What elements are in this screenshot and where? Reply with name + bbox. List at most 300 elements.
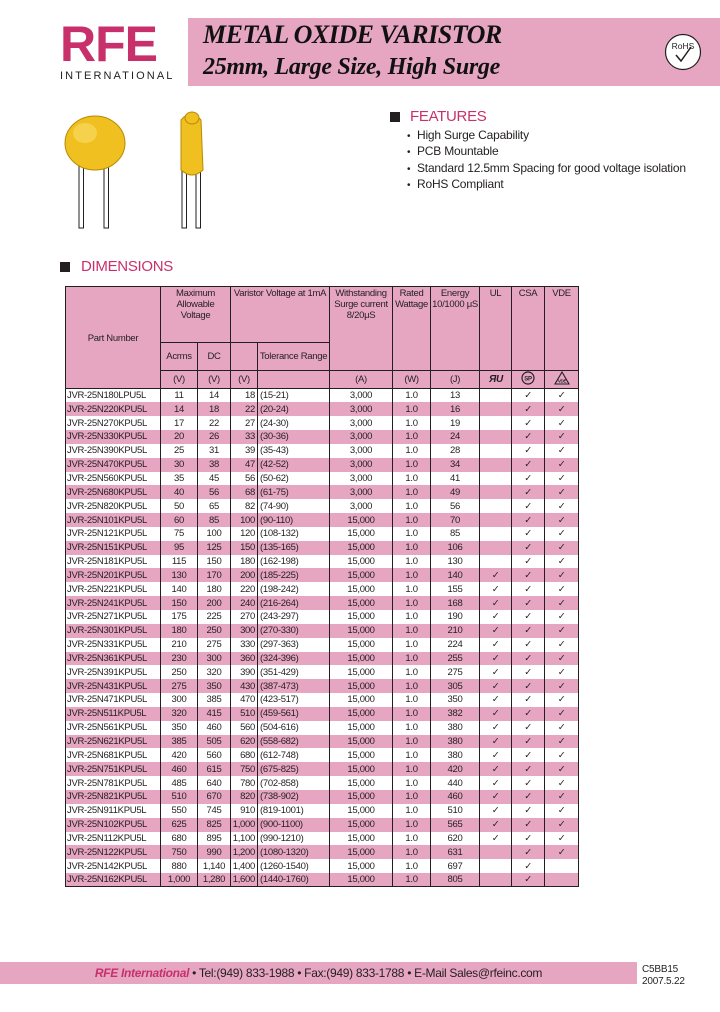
cell-tolerance: (1080-1320) (258, 845, 330, 859)
ul-logo-icon (480, 371, 512, 389)
table-row (66, 444, 579, 458)
cell-wattage: 1.0 (393, 389, 431, 403)
cell-vrms: 385 (161, 735, 198, 749)
cell-wattage: 1.0 (393, 652, 431, 666)
cell-tolerance: (297-363) (258, 638, 330, 652)
cell-ul-mark (480, 389, 512, 403)
feature-item: • PCB Mountable (407, 144, 686, 160)
table-row (66, 707, 579, 721)
cell-part-number: JVR-25N122KPU5L (66, 845, 161, 859)
cell-csa-mark: ✓ (512, 389, 545, 403)
cell-varistor-voltage: 200 (231, 568, 258, 582)
cell-vrms: 750 (161, 845, 198, 859)
table-row (66, 624, 579, 638)
cell-part-number: JVR-25N470KPU5L (66, 458, 161, 472)
cell-tolerance: (135-165) (258, 541, 330, 555)
cell-energy: 140 (431, 568, 480, 582)
cell-vrms: 40 (161, 485, 198, 499)
cell-vrms: 140 (161, 582, 198, 596)
table-row (66, 735, 579, 749)
cell-part-number: JVR-25N561KPU5L (66, 721, 161, 735)
cell-wattage: 1.0 (393, 513, 431, 527)
cell-wattage: 1.0 (393, 707, 431, 721)
dimensions-table-body (66, 389, 579, 887)
cell-vde-mark (545, 859, 579, 873)
cell-varistor-voltage: 68 (231, 485, 258, 499)
cell-vde-mark: ✓ (545, 845, 579, 859)
features-list (407, 128, 686, 193)
dimensions-table (65, 286, 579, 887)
cell-vdc: 1,140 (198, 859, 231, 873)
cell-vdc: 275 (198, 638, 231, 652)
table-row (66, 776, 579, 790)
cell-surge-current: 15,000 (330, 596, 393, 610)
cell-vde-mark: ✓ (545, 430, 579, 444)
cell-energy: 275 (431, 665, 480, 679)
cell-part-number: JVR-25N220KPU5L (66, 402, 161, 416)
cell-wattage: 1.0 (393, 762, 431, 776)
cell-csa-mark: ✓ (512, 748, 545, 762)
cell-vdc: 560 (198, 748, 231, 762)
cell-surge-current: 15,000 (330, 665, 393, 679)
cell-surge-current: 15,000 (330, 762, 393, 776)
cell-part-number: JVR-25N391KPU5L (66, 665, 161, 679)
cell-varistor-voltage: 910 (231, 804, 258, 818)
cell-tolerance: (108-132) (258, 527, 330, 541)
cell-vrms: 485 (161, 776, 198, 790)
cell-vrms: 680 (161, 832, 198, 846)
cell-wattage: 1.0 (393, 748, 431, 762)
header-ul: UL (480, 287, 512, 371)
cell-surge-current: 3,000 (330, 485, 393, 499)
cell-csa-mark: ✓ (512, 444, 545, 458)
cell-part-number: JVR-25N270KPU5L (66, 416, 161, 430)
cell-energy: 106 (431, 541, 480, 555)
cell-tolerance: (30-36) (258, 430, 330, 444)
cell-energy: 510 (431, 804, 480, 818)
cell-wattage: 1.0 (393, 610, 431, 624)
cell-ul-mark (480, 541, 512, 555)
cell-part-number: JVR-25N271KPU5L (66, 610, 161, 624)
cell-vdc: 14 (198, 389, 231, 403)
header-unit-wattage: (W) (393, 371, 431, 389)
cell-vde-mark: ✓ (545, 638, 579, 652)
table-row (66, 873, 579, 887)
cell-ul-mark: ✓ (480, 735, 512, 749)
cell-vde-mark: ✓ (545, 748, 579, 762)
table-row (66, 832, 579, 846)
cell-csa-mark: ✓ (512, 776, 545, 790)
cell-part-number: JVR-25N330KPU5L (66, 430, 161, 444)
cell-vrms: 75 (161, 527, 198, 541)
cell-csa-mark: ✓ (512, 818, 545, 832)
cell-surge-current: 15,000 (330, 693, 393, 707)
cell-wattage: 1.0 (393, 472, 431, 486)
cell-tolerance: (558-682) (258, 735, 330, 749)
cell-csa-mark: ✓ (512, 596, 545, 610)
cell-csa-mark: ✓ (512, 638, 545, 652)
cell-csa-mark: ✓ (512, 582, 545, 596)
cell-vde-mark: ✓ (545, 832, 579, 846)
table-row (66, 721, 579, 735)
cell-csa-mark: ✓ (512, 402, 545, 416)
dimensions-heading: DIMENSIONS (81, 258, 174, 275)
cell-csa-mark: ✓ (512, 416, 545, 430)
cell-vdc: 460 (198, 721, 231, 735)
cell-vdc: 180 (198, 582, 231, 596)
cell-tolerance: (387-473) (258, 679, 330, 693)
cell-surge-current: 3,000 (330, 499, 393, 513)
table-row (66, 513, 579, 527)
cell-varistor-voltage: 470 (231, 693, 258, 707)
rohs-badge-icon (664, 33, 702, 71)
cell-varistor-voltage: 430 (231, 679, 258, 693)
cell-energy: 16 (431, 402, 480, 416)
cell-varistor-voltage: 750 (231, 762, 258, 776)
cell-ul-mark (480, 485, 512, 499)
table-row (66, 596, 579, 610)
cell-vrms: 300 (161, 693, 198, 707)
cell-wattage: 1.0 (393, 679, 431, 693)
table-row (66, 541, 579, 555)
cell-vde-mark: ✓ (545, 790, 579, 804)
cell-vrms: 1,000 (161, 873, 198, 887)
table-row (66, 818, 579, 832)
cell-part-number: JVR-25N911KPU5L (66, 804, 161, 818)
cell-vdc: 385 (198, 693, 231, 707)
cell-energy: 24 (431, 430, 480, 444)
cell-surge-current: 15,000 (330, 624, 393, 638)
cell-part-number: JVR-25N681KPU5L (66, 748, 161, 762)
cell-varistor-voltage: 1,200 (231, 845, 258, 859)
cell-csa-mark: ✓ (512, 485, 545, 499)
cell-ul-mark (480, 444, 512, 458)
table-row (66, 748, 579, 762)
cell-energy: 631 (431, 845, 480, 859)
cell-wattage: 1.0 (393, 402, 431, 416)
cell-varistor-voltage: 1,600 (231, 873, 258, 887)
cell-surge-current: 15,000 (330, 610, 393, 624)
cell-tolerance: (74-90) (258, 499, 330, 513)
cell-vdc: 745 (198, 804, 231, 818)
cell-varistor-voltage: 180 (231, 555, 258, 569)
cell-vrms: 175 (161, 610, 198, 624)
cell-ul-mark (480, 416, 512, 430)
cell-part-number: JVR-25N361KPU5L (66, 652, 161, 666)
table-row (66, 679, 579, 693)
cell-surge-current: 15,000 (330, 873, 393, 887)
cell-energy: 697 (431, 859, 480, 873)
cell-part-number: JVR-25N821KPU5L (66, 790, 161, 804)
cell-vde-mark: ✓ (545, 693, 579, 707)
cell-vde-mark: ✓ (545, 721, 579, 735)
cell-vde-mark: ✓ (545, 679, 579, 693)
cell-wattage: 1.0 (393, 804, 431, 818)
cell-tolerance: (24-30) (258, 416, 330, 430)
cell-csa-mark: ✓ (512, 472, 545, 486)
document-code-id: C5BB15 (642, 964, 679, 975)
cell-csa-mark: ✓ (512, 458, 545, 472)
cell-csa-mark: ✓ (512, 555, 545, 569)
features-heading: FEATURES (410, 108, 487, 125)
cell-vde-mark: ✓ (545, 485, 579, 499)
cell-ul-mark: ✓ (480, 624, 512, 638)
cell-part-number: JVR-25N201KPU5L (66, 568, 161, 582)
cell-vdc: 640 (198, 776, 231, 790)
cell-ul-mark: ✓ (480, 652, 512, 666)
cell-part-number: JVR-25N162KPU5L (66, 873, 161, 887)
cell-vrms: 275 (161, 679, 198, 693)
cell-vdc: 350 (198, 679, 231, 693)
cell-csa-mark: ✓ (512, 679, 545, 693)
cell-part-number: JVR-25N241KPU5L (66, 596, 161, 610)
varistor-front-view-icon (65, 116, 125, 228)
cell-tolerance: (42-52) (258, 458, 330, 472)
cell-tolerance: (819-1001) (258, 804, 330, 818)
cell-surge-current: 15,000 (330, 845, 393, 859)
cell-csa-mark: ✓ (512, 707, 545, 721)
cell-vde-mark: ✓ (545, 596, 579, 610)
cell-vrms: 460 (161, 762, 198, 776)
cell-surge-current: 3,000 (330, 430, 393, 444)
cell-wattage: 1.0 (393, 790, 431, 804)
cell-vde-mark: ✓ (545, 458, 579, 472)
cell-energy: 130 (431, 555, 480, 569)
cell-vdc: 1,280 (198, 873, 231, 887)
cell-energy: 382 (431, 707, 480, 721)
cell-vdc: 670 (198, 790, 231, 804)
cell-ul-mark: ✓ (480, 762, 512, 776)
cell-part-number: JVR-25N142KPU5L (66, 859, 161, 873)
cell-vrms: 625 (161, 818, 198, 832)
cell-vdc: 26 (198, 430, 231, 444)
cell-energy: 85 (431, 527, 480, 541)
cell-tolerance: (702-858) (258, 776, 330, 790)
cell-vdc: 825 (198, 818, 231, 832)
cell-part-number: JVR-25N511KPU5L (66, 707, 161, 721)
header-tolerance-range: Tolerance Range (258, 343, 330, 371)
cell-energy: 380 (431, 735, 480, 749)
header-max-voltage: Maximum Allowable Voltage (161, 287, 231, 343)
feature-item: • High Surge Capability (407, 128, 686, 144)
cell-surge-current: 15,000 (330, 638, 393, 652)
footer-company: RFE International (94, 966, 190, 980)
table-row (66, 804, 579, 818)
cell-ul-mark: ✓ (480, 818, 512, 832)
cell-vde-mark: ✓ (545, 735, 579, 749)
cell-energy: 620 (431, 832, 480, 846)
header-acrms: Acrms (161, 343, 198, 371)
cell-vde-mark: ✓ (545, 444, 579, 458)
cell-part-number: JVR-25N180LPU5L (66, 389, 161, 403)
cell-varistor-voltage: 1,000 (231, 818, 258, 832)
cell-wattage: 1.0 (393, 568, 431, 582)
cell-vrms: 20 (161, 430, 198, 444)
cell-wattage: 1.0 (393, 693, 431, 707)
cell-varistor-voltage: 27 (231, 416, 258, 430)
cell-part-number: JVR-25N751KPU5L (66, 762, 161, 776)
cell-surge-current: 3,000 (330, 458, 393, 472)
cell-ul-mark (480, 513, 512, 527)
header-part-number: Part Number (66, 287, 161, 389)
rohs-badge-text: RoHS (671, 41, 695, 51)
cell-vde-mark: ✓ (545, 665, 579, 679)
cell-tolerance: (35-43) (258, 444, 330, 458)
cell-vrms: 550 (161, 804, 198, 818)
cell-wattage: 1.0 (393, 596, 431, 610)
cell-varistor-voltage: 150 (231, 541, 258, 555)
header-unit-energy: (J) (431, 371, 480, 389)
cell-vde-mark: ✓ (545, 652, 579, 666)
cell-tolerance: (198-242) (258, 582, 330, 596)
cell-ul-mark (480, 873, 512, 887)
cell-vde-mark: ✓ (545, 555, 579, 569)
cell-wattage: 1.0 (393, 582, 431, 596)
cell-csa-mark: ✓ (512, 541, 545, 555)
cell-vrms: 150 (161, 596, 198, 610)
cell-tolerance: (1260-1540) (258, 859, 330, 873)
cell-ul-mark: ✓ (480, 679, 512, 693)
table-row (66, 762, 579, 776)
table-row (66, 402, 579, 416)
table-row (66, 665, 579, 679)
cell-varistor-voltage: 220 (231, 582, 258, 596)
cell-vde-mark: ✓ (545, 402, 579, 416)
cell-vdc: 505 (198, 735, 231, 749)
cell-csa-mark: ✓ (512, 665, 545, 679)
cell-part-number: JVR-25N181KPU5L (66, 555, 161, 569)
cell-varistor-voltage: 390 (231, 665, 258, 679)
header-unit-dc: (V) (198, 371, 231, 389)
cell-energy: 224 (431, 638, 480, 652)
cell-tolerance: (675-825) (258, 762, 330, 776)
cell-vrms: 35 (161, 472, 198, 486)
header-varistor-unit-spacer (231, 343, 258, 371)
cell-ul-mark: ✓ (480, 665, 512, 679)
cell-varistor-voltage: 120 (231, 527, 258, 541)
cell-energy: 190 (431, 610, 480, 624)
cell-vdc: 18 (198, 402, 231, 416)
cell-vde-mark: ✓ (545, 389, 579, 403)
cell-surge-current: 15,000 (330, 818, 393, 832)
cell-vrms: 115 (161, 555, 198, 569)
cell-vdc: 300 (198, 652, 231, 666)
cell-csa-mark: ✓ (512, 430, 545, 444)
cell-wattage: 1.0 (393, 624, 431, 638)
cell-ul-mark (480, 499, 512, 513)
cell-energy: 440 (431, 776, 480, 790)
cell-varistor-voltage: 360 (231, 652, 258, 666)
cell-ul-mark: ✓ (480, 638, 512, 652)
cell-ul-mark: ✓ (480, 832, 512, 846)
cell-surge-current: 3,000 (330, 402, 393, 416)
cell-tolerance: (900-1100) (258, 818, 330, 832)
cell-surge-current: 3,000 (330, 444, 393, 458)
cell-csa-mark: ✓ (512, 845, 545, 859)
cell-ul-mark: ✓ (480, 804, 512, 818)
cell-vdc: 65 (198, 499, 231, 513)
cell-part-number: JVR-25N331KPU5L (66, 638, 161, 652)
cell-part-number: JVR-25N680KPU5L (66, 485, 161, 499)
table-row (66, 859, 579, 873)
cell-wattage: 1.0 (393, 735, 431, 749)
cell-part-number: JVR-25N390KPU5L (66, 444, 161, 458)
cell-part-number: JVR-25N101KPU5L (66, 513, 161, 527)
cell-varistor-voltage: 82 (231, 499, 258, 513)
cell-energy: 255 (431, 652, 480, 666)
cell-tolerance: (1440-1760) (258, 873, 330, 887)
header-energy: Energy 10/1000 μS (431, 287, 480, 371)
cell-ul-mark: ✓ (480, 776, 512, 790)
cell-energy: 380 (431, 748, 480, 762)
cell-vrms: 95 (161, 541, 198, 555)
cell-energy: 350 (431, 693, 480, 707)
cell-ul-mark: ✓ (480, 582, 512, 596)
cell-tolerance: (216-264) (258, 596, 330, 610)
cell-ul-mark: ✓ (480, 790, 512, 804)
cell-tolerance: (504-616) (258, 721, 330, 735)
cell-tolerance: (270-330) (258, 624, 330, 638)
varistor-side-view-icon (181, 112, 203, 228)
cell-csa-mark: ✓ (512, 859, 545, 873)
cell-ul-mark (480, 430, 512, 444)
cell-vrms: 14 (161, 402, 198, 416)
cell-ul-mark: ✓ (480, 748, 512, 762)
cell-varistor-voltage: 47 (231, 458, 258, 472)
cell-varistor-voltage: 270 (231, 610, 258, 624)
cell-wattage: 1.0 (393, 541, 431, 555)
features-square-icon (390, 112, 400, 122)
cell-varistor-voltage: 620 (231, 735, 258, 749)
cell-vrms: 60 (161, 513, 198, 527)
cell-wattage: 1.0 (393, 555, 431, 569)
cell-surge-current: 15,000 (330, 804, 393, 818)
cell-wattage: 1.0 (393, 485, 431, 499)
cell-vdc: 85 (198, 513, 231, 527)
cell-surge-current: 3,000 (330, 416, 393, 430)
cell-surge-current: 15,000 (330, 707, 393, 721)
cell-tolerance: (423-517) (258, 693, 330, 707)
svg-text:ЯU: ЯU (488, 374, 503, 384)
cell-vrms: 180 (161, 624, 198, 638)
footer-contact: • Tel:(949) 833-1988 • Fax:(949) 833-1788 • E-Mail Sales@rfeinc.com (189, 966, 543, 980)
cell-varistor-voltage: 330 (231, 638, 258, 652)
cell-vde-mark: ✓ (545, 762, 579, 776)
footer-contact-line (0, 962, 637, 984)
cell-part-number: JVR-25N820KPU5L (66, 499, 161, 513)
cell-surge-current: 15,000 (330, 748, 393, 762)
cell-part-number: JVR-25N112KPU5L (66, 832, 161, 846)
svg-text:VDE: VDE (557, 378, 566, 384)
cell-vde-mark: ✓ (545, 527, 579, 541)
cell-varistor-voltage: 22 (231, 402, 258, 416)
cell-energy: 13 (431, 389, 480, 403)
cell-csa-mark: ✓ (512, 832, 545, 846)
cell-energy: 305 (431, 679, 480, 693)
cell-wattage: 1.0 (393, 776, 431, 790)
table-row (66, 790, 579, 804)
cell-ul-mark: ✓ (480, 693, 512, 707)
cell-ul-mark (480, 527, 512, 541)
cell-tolerance: (738-902) (258, 790, 330, 804)
cell-varistor-voltage: 33 (231, 430, 258, 444)
cell-wattage: 1.0 (393, 444, 431, 458)
cell-surge-current: 15,000 (330, 832, 393, 846)
cell-varistor-voltage: 820 (231, 790, 258, 804)
cell-ul-mark (480, 472, 512, 486)
table-row (66, 845, 579, 859)
cell-wattage: 1.0 (393, 499, 431, 513)
